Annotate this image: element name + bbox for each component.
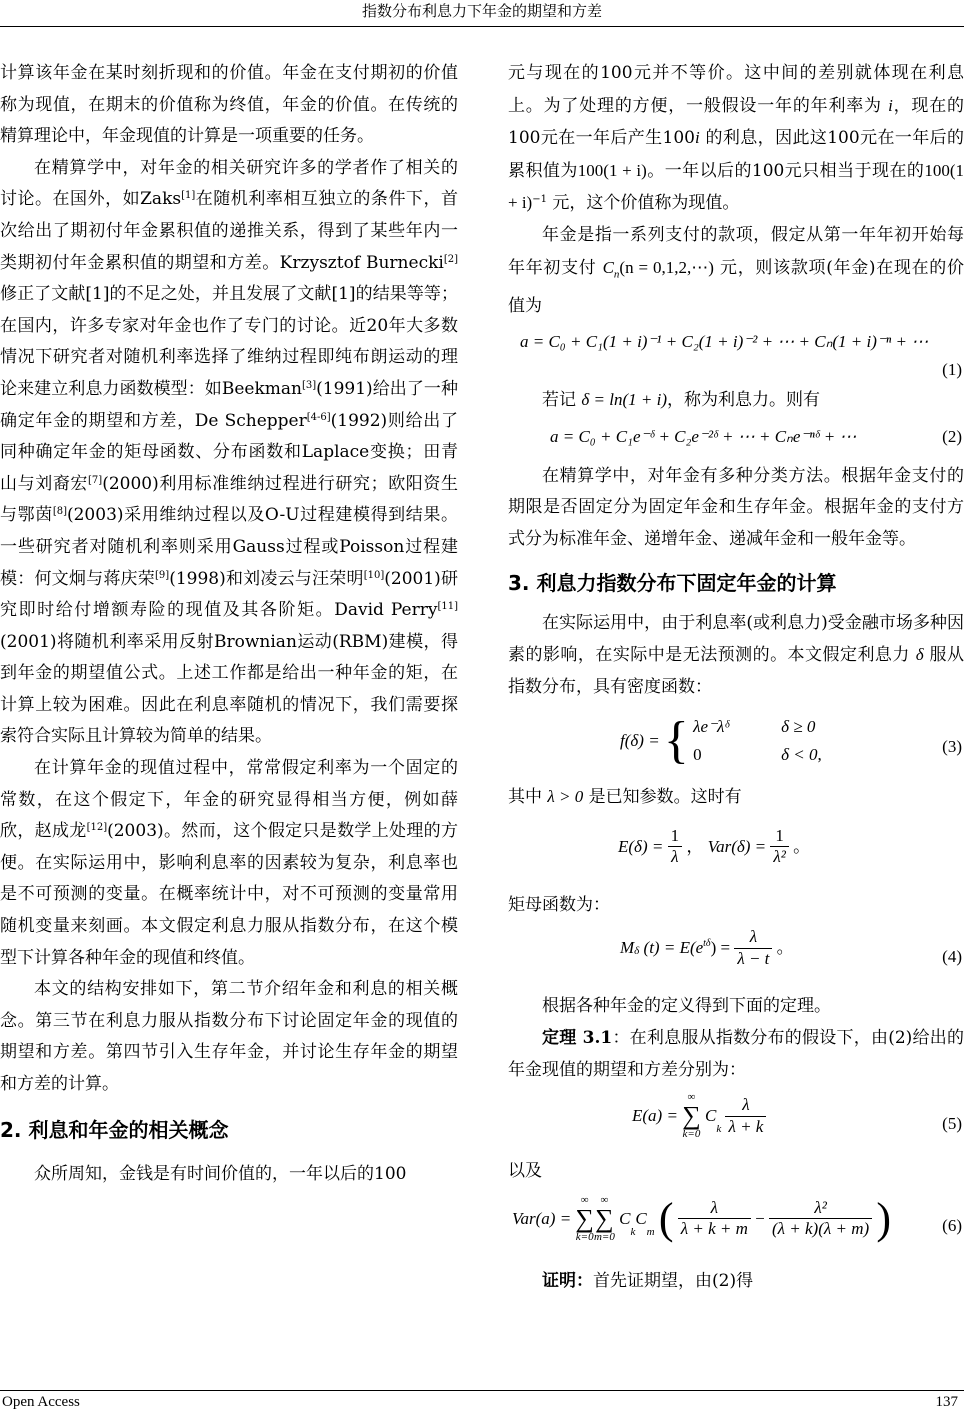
equation-5: E(a) = ∞ ∑ k=0 $C_k$ $\frac{\lambda}{\lambda + k}$ (5) [632, 1091, 962, 1141]
page-footer [0, 1390, 964, 1415]
section-heading-3: 3. 利息力指数分布下固定年金的计算 [508, 570, 837, 595]
paragraph: 本文的结构安排如下，第二节介绍年金和利息的相关概念。第三节在利息力服从指数分布下讨论固定年金的现值的期望和方差。第四节引入生存年金，并讨论生存年金的期望和方差的计算。 [0, 979, 458, 1094]
page-header [0, 0, 964, 27]
page-number: 137 [935, 1394, 958, 1410]
paragraph: 计算该年金在某时刻折现和的价值。年金在支付期初的价值称为现值，在期末的价值称为终值，年金的价值。在传统的精算理论中，年金现值的计算是一项重要的任务。 [0, 63, 458, 147]
equation-3: f(δ) = { λe⁻λᵟ δ ≥ 0 0 δ < 0, (3) [620, 712, 962, 770]
equation-6: Var(a) = ∞ ∑ k=0∞ ∑ m=0 $C_kC_m$ ( $\frac{\lambda}{\lambda + k + m}$ − $\frac{\text{λ²}}{(\lambda + k)(\lambda + m)}$ ) (6) [512, 1193, 962, 1243]
equation-expectation-variance: E(δ) = $\frac{1}{\lambda}$ ， Var(δ) = $\frac{1}{\text{λ²}}$ 。 [618, 825, 811, 867]
paragraph: 元与现在的100元并不等价。这中间的差别就体现在利息上。为了处理的方便，一般假设一年的年利率为 i，现在的100元在一年后产生100i 的利息，因此这100元在一年后的累积值为100(1 + i)。一年以后的100元只相当于现在的$100(1 + i)^{-1}$ 元，这个价值称为现值。 [508, 63, 964, 214]
paragraph: 在精算学中，对年金有多种分类方法。根据年金支付的期限是否固定分为固定年金和生存年金。根据年金的支付方式分为标准年金、递增年金、递减年金和一般年金等。 [508, 465, 964, 549]
paragraph: 根据各种年金的定义得到下面的定理。 [542, 996, 831, 1017]
left-column [0, 58, 458, 1190]
theorem: 定理 3.1：在利息服从指数分布的假设下，由(2)给出的年金现值的期望和方差分别为： [508, 1028, 964, 1080]
paragraph: 在计算年金的现值过程中，常常假定利率为一个固定的常数，在这个假定下，年金的研究显得相当方便，例如薛欣，赵成龙[12](2003)。然而，这个假定只是数学上处理的方便。在实际运用中，影响利息率的因素较为复杂，利息率也是不可预测的变量。在概率统计中，对不可预测的变量常用随机变量来刻画。本文假定利息力服从指数分布，在这个模型下计算各种年金的现值和终值。 [0, 758, 458, 968]
paragraph: 年金是指一系列支付的款项，假定从第一年年初开始每年年初支付 $C_n(n$ = 0,1,2,⋯) 元，则该款项(年金)在现在的价值为 [508, 224, 964, 316]
right-column [508, 58, 964, 1297]
proof: 证明：首先证期望，由(2)得 [542, 1270, 754, 1291]
equation-4: $M_\delta$ $(t) = E(e^{t\delta})$ = $\frac{\lambda}{\lambda - t}$ 。 (4) [620, 927, 962, 968]
paragraph: 若记 δ = ln(1 + i)，称为利息力。则有 [542, 390, 821, 411]
paragraph-literature: 在精算学中，对年金的相关研究许多的学者作了相关的讨论。在国外，如Zaks[1]在随机利率相互独立的条件下，首次给出了期初付年金累积值的递推关系，得到了某些年内一类期初付年金累积值的期望和方差。Krzysztof Burnecki[2]修正了文献[1]的不足之处，并且发展了文献[1]的结果等等；在国内，许多专家对年金也作了专门的讨论。近20年大多数情况下研究者对随机利率选择了维纳过程即纯布朗运动的理论来建立利息力函数模型：如Beekman[3](1991)给出了一种确定年金的期望和方差，De Schepper[4-6](1992)则给出了同种确定年金的矩母函数、分布函数和Laplace变换；田青山与刘裔宏[7](2000)利用标准维纳过程进行研究；欧阳资生与鄂茵[8](2003)采用维纳过程以及O-U过程建模得到结果。一些研究者对随机利率则采用Gauss过程或Poisson过程建模：何文炯与蒋庆荣[9](1998)和刘凌云与汪荣明[10](2001)研究即时给付增额寿险的现值及其各阶矩。David Perry[11](2001)将随机利率采用反射Brownian运动(RBM)建模，得到年金的期望值公式。上述工作都是给出一种年金的矩，在计算上较为困难。因此在利息率随机的情况下，我们需要探索符合实际且计算较为简单的结果。 [0, 157, 459, 747]
paragraph: 矩母函数为： [508, 894, 610, 915]
paragraph: 其中 λ > 0 是已知参数。这时有 [508, 787, 742, 808]
section-heading-2: 2. 利息和年金的相关概念 [0, 1117, 229, 1142]
paragraph: 以及 [508, 1161, 542, 1182]
paragraph: 在实际运用中，由于利息率(或利息力)受金融市场多种因素的影响，在实际中是无法预测的。本文假定利息力 δ 服从指数分布，具有密度函数： [508, 612, 964, 697]
running-title: 指数分布利息力下年金的期望和方差 [361, 2, 602, 20]
equation-2: a = C₀ + C₁e⁻ᵟ + C₂e⁻²ᵟ + ⋯ + Cₙe⁻ⁿᵟ + ⋯ (2) [550, 426, 962, 446]
paragraph: 众所周知，金钱是有时间价值的，一年以后的100 [34, 1163, 407, 1184]
equation-1: a = C₀ + C₁(1 + i)⁻¹ + C₂(1 + i)⁻² + ⋯ + Cₙ(1 + i)⁻ⁿ + ⋯ (1) [520, 332, 962, 380]
footer-journal: Open Access [2, 1394, 80, 1410]
